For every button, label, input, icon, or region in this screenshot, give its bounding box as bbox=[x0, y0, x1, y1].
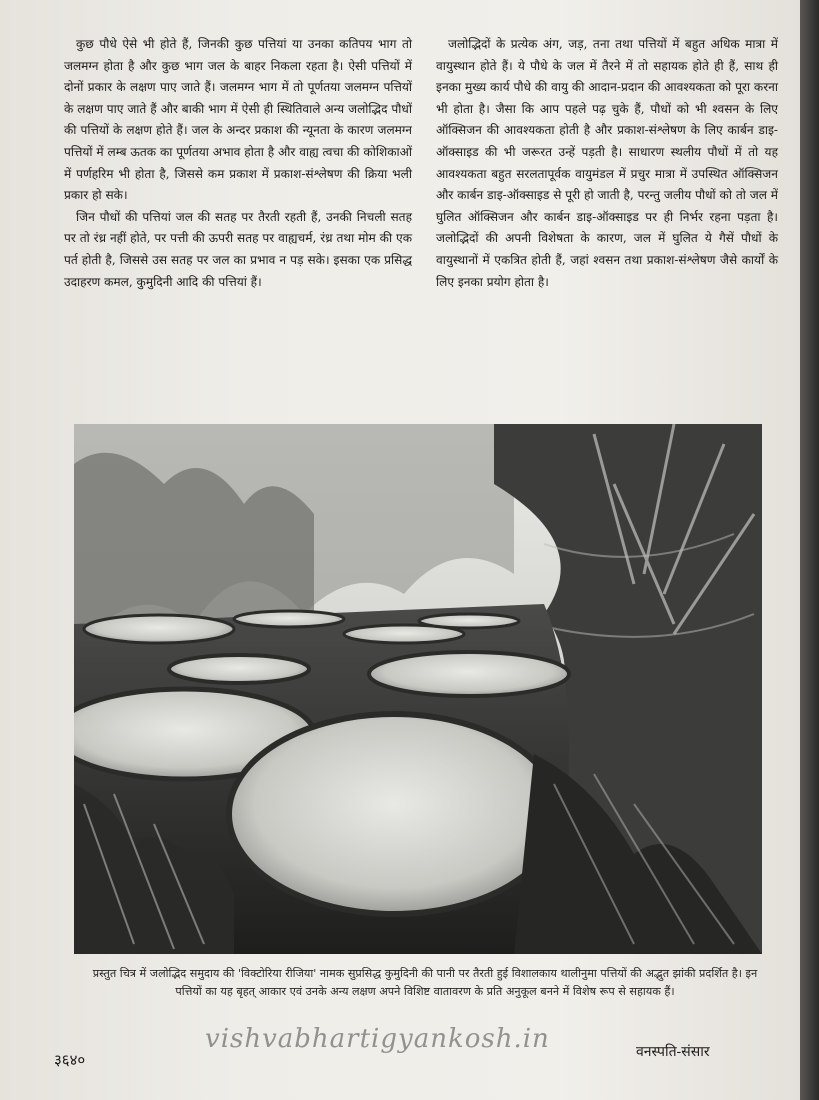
page-number: ३६४० bbox=[54, 1051, 86, 1069]
paragraph: कुछ पौधे ऐसे भी होते हैं, जिनकी कुछ पत्तियां या उनका कतिपय भाग तो जलमग्न होता है और कुछ भाग जल के बाहर निकला रहता है। ऐसी पत्तियों में दोनों प्रकार के लक्षण पाए जाते हैं। जलमग्न भाग में तो पूर्णतया जलमग्न पत्तियों के लक्षण पाए जाते हैं और बाकी भाग में ऐसी ही स्थितिवाले अन्य जलोद्भिद पौधों की पत्तियों के लक्षण होते हैं। जल के अन्दर प्रकाश की न्यूनता के कारण जलमग्न पत्तियों में लम्ब ऊतक का पूर्णतया अभाव होता है और वाह्य त्वचा की कोशिकाओं में पर्णहरिम भी होता है, जिससे कम प्रकाश में प्रकाश-संश्लेषण की क्रिया भली प्रकार हो सके। bbox=[64, 37, 412, 203]
victoria-regia-photo bbox=[74, 424, 762, 954]
page-binding-edge bbox=[800, 0, 819, 1100]
right-text-column bbox=[436, 34, 778, 293]
paragraph: जलोद्भिदों के प्रत्येक अंग, जड़, तना तथा पत्तियों में बहुत अधिक मात्रा में वायुस्थान होते हैं। ये पौधे के जल में तैरने में तो सहायक होते ही हैं, साथ ही इनका मुख्य कार्य पौधे की वायु की आदान-प्रदान की आवश्यकता को पूरा करना भी होता है। जैसा कि आप पहले पढ़ चुके हैं, पौधों को भी श्वसन के लिए ऑक्सिजन की आवश्यकता होती है और प्रकाश-संश्लेषण के लिए कार्बन डाइ-ऑक्साइड की भी जरूरत उन्हें पड़ती है। साधारण स्थलीय पौधों में तो यह आवश्यकता बहुत सरलतापूर्वक वायुमंडल में प्रचुर मात्रा में उपस्थित ऑक्सिजन और कार्बन डाइ-ऑक्साइड से पूरी हो जाती है, परन्तु जलीय पौधों को तो जल में घुलित ऑक्सिजन और कार्बन डाइ-ऑक्साइड पर ही निर्भर रहना पड़ता है। जलोद्भिदों की अपनी विशेषता के कारण, जल में घुलित ये गैसें पौधों के वायुस्थानों में एकत्रित होती हैं, जहां श्वसन तथा प्रकाश-संश्लेषण जैसे कार्यों के लिए इनका प्रयोग होता है। bbox=[436, 37, 778, 289]
site-watermark: vishvabhartigyankosh.in bbox=[205, 1024, 550, 1054]
lily-pads-illustration-icon bbox=[74, 424, 762, 954]
left-text-column bbox=[64, 34, 412, 293]
photo-caption: प्रस्तुत चित्र में जलोद्भिद समुदाय की 'विक्टोरिया रीजिया' नामक सुप्रसिद्ध कुमुदिनी की पानी पर तैरती हुई विशालकाय थालीनुमा पत्तियों की अद्भुत झांकी प्रदर्शित है। इन पत्तियों का यह बृहत् आकार एवं उनके अन्य लक्षण अपने विशिष्ट वातावरण के प्रति अनुकूल बनने में विशेष रूप से सहायक हैं। bbox=[92, 967, 758, 998]
paragraph: जिन पौधों की पत्तियां जल की सतह पर तैरती रहती हैं, उनकी निचली सतह पर तो रंध्र नहीं होते, पर पत्ती की ऊपरी सतह पर वाह्यचर्म, रंध्र तथा मोम की एक पर्त होती है, जिससे उस सतह पर जल का प्रभाव न पड़ सके। इसका एक प्रसिद्ध उदाहरण कमल, कुमुदिनी आदि की पत्तियां हैं। bbox=[64, 209, 412, 289]
book-title: वनस्पति-संसार bbox=[636, 1044, 710, 1060]
